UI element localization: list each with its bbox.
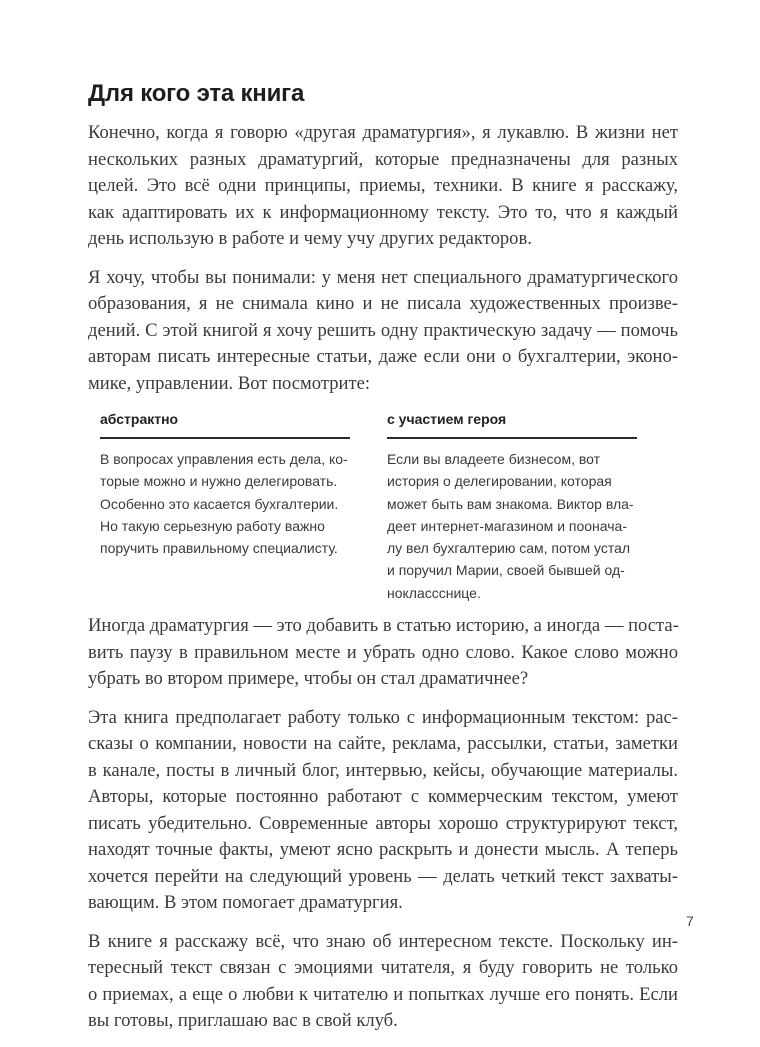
text-line: хочется перейти на следующий уровень — делать четкий текст захваты- <box>88 865 678 887</box>
column-text <box>387 448 637 604</box>
text-line: сказы о компании, новости на сайте, реклама, рассылки, статьи, заметки <box>88 733 678 754</box>
text-line: дений. С этой книгой я хочу решить одну практическую задачу — помочь <box>88 319 678 341</box>
paragraph-1 <box>88 120 678 253</box>
text-line: мике, управлении. Вот посмотрите: <box>88 372 371 394</box>
paragraph-2 <box>88 265 678 398</box>
text-line: Особенно это касается бухгалтерии. <box>100 495 339 512</box>
column-title: абстрактно <box>100 409 350 439</box>
comparison-block <box>88 409 678 599</box>
text-line: авторам писать интересные статьи, даже если они о бухгалтерии, эконо- <box>88 346 678 367</box>
paragraph-4 <box>88 705 678 917</box>
text-line: В вопросах управления есть дела, ко- <box>100 451 348 467</box>
text-line: Иногда драматургия — это добавить в статью историю, а иногда — поста- <box>88 615 679 636</box>
text-line: Эта книга предполагает работу только с информационным текстом: рас- <box>88 706 678 728</box>
text-line: В книге я расскажу всё, что знаю об интересном тексте. Поскольку ин- <box>88 930 678 952</box>
paragraph-5 <box>88 929 678 1035</box>
text-line: деет интернет-магазином и поонача- <box>387 517 628 534</box>
text-line: Если вы владеете бизнесом, вот <box>387 451 601 467</box>
text-line: поручить правильному специалисту. <box>100 540 338 557</box>
text-line: убрать во втором примере, чтобы он стал драматичнее? <box>88 668 529 689</box>
book-page <box>88 78 678 1047</box>
text-line: целей. Это всё одни принципы, приемы, техники. В книге я расскажу, <box>88 175 678 196</box>
text-line: ноклассснице. <box>387 584 481 601</box>
text-line: вы готовы, приглашаю вас в свой клуб. <box>88 1010 398 1031</box>
text-line: и поручил Марии, своей бывшей од- <box>387 562 625 579</box>
column-title: с участием героя <box>387 409 637 439</box>
text-line: как адаптировать их к информационному тексту. Это то, что я каждый <box>88 201 678 223</box>
section-heading: Для кого эта книга <box>88 80 305 107</box>
text-line: Авторы, которые постоянно работают с коммерческим текстом, умеют <box>88 786 678 807</box>
text-line: тересный текст связан с эмоциями читателя, я буду говорить не только <box>88 957 678 978</box>
text-line: нескольких разных драматургий, которые предназначены для разных <box>88 148 678 170</box>
text-line: находят точные факты, умеют ясно раскрыть и донести мысль. А теперь <box>88 839 678 860</box>
column-text <box>100 448 350 559</box>
text-line: вить паузу в правильном месте и убрать одно слово. Какое слово можно <box>88 641 678 663</box>
text-line: писать убедительно. Современные авторы хорошо структурируют текст, <box>88 812 678 834</box>
comparison-column-abstract <box>100 409 350 559</box>
paragraph-3 <box>88 613 678 693</box>
text-line: может быть вам знакома. Виктор вла- <box>387 495 634 512</box>
text-line: история о делегировании, которая <box>387 473 612 490</box>
text-line: о приемах, а еще о любви к читателю и попытках лучше его понять. Если <box>88 983 678 1005</box>
text-line: Но такую серьезную работу важно <box>100 517 325 534</box>
page-number: 7 <box>686 913 694 929</box>
text-line: лу вел бухгалтерию сам, потом устал <box>387 540 631 557</box>
text-line: Я хочу, чтобы вы понимали: у меня нет специального драматургического <box>88 266 678 288</box>
comparison-column-hero <box>387 409 637 604</box>
text-line: Конечно, когда я говорю «другая драматургия», я лукавлю. В жизни нет <box>88 122 678 143</box>
text-line: торые можно и нужно делегировать. <box>100 473 338 490</box>
text-line: образования, я не снимала кино и не писала художественных произве- <box>88 293 678 314</box>
text-line: день использую в работе и чему учу других редакторов. <box>88 228 532 249</box>
text-line: в канале, посты в личный блог, интервью, кейсы, обучающие материалы. <box>88 759 678 781</box>
text-line: вающим. В этом помогает драматургия. <box>88 892 403 913</box>
